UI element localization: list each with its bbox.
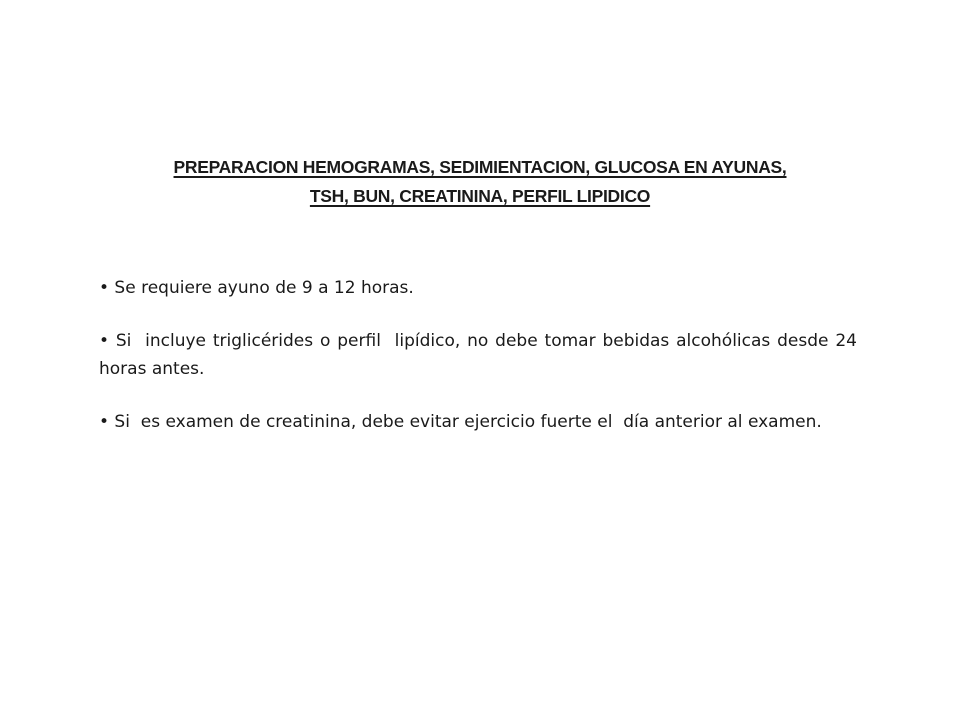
instructions-list (99, 274, 863, 436)
title-line-1: PREPARACION HEMOGRAMAS, SEDIMIENTACION, GLUCOSA EN AYUNAS, (173, 157, 787, 177)
instruction-fasting: • Se requiere ayuno de 9 a 12 horas. (99, 278, 414, 298)
instruction-lipid-profile: • Si incluye triglicérides o perfil lipídico, no debe tomar bebidas alcohólicas desde 24 horas antes. (99, 331, 863, 379)
instruction-creatinine: • Si es examen de creatinina, debe evitar ejercicio fuerte el día anterior al examen. (99, 412, 822, 432)
page-title (80, 153, 880, 211)
title-line-2: TSH, BUN, CREATININA, PERFIL LIPIDICO (309, 186, 651, 206)
